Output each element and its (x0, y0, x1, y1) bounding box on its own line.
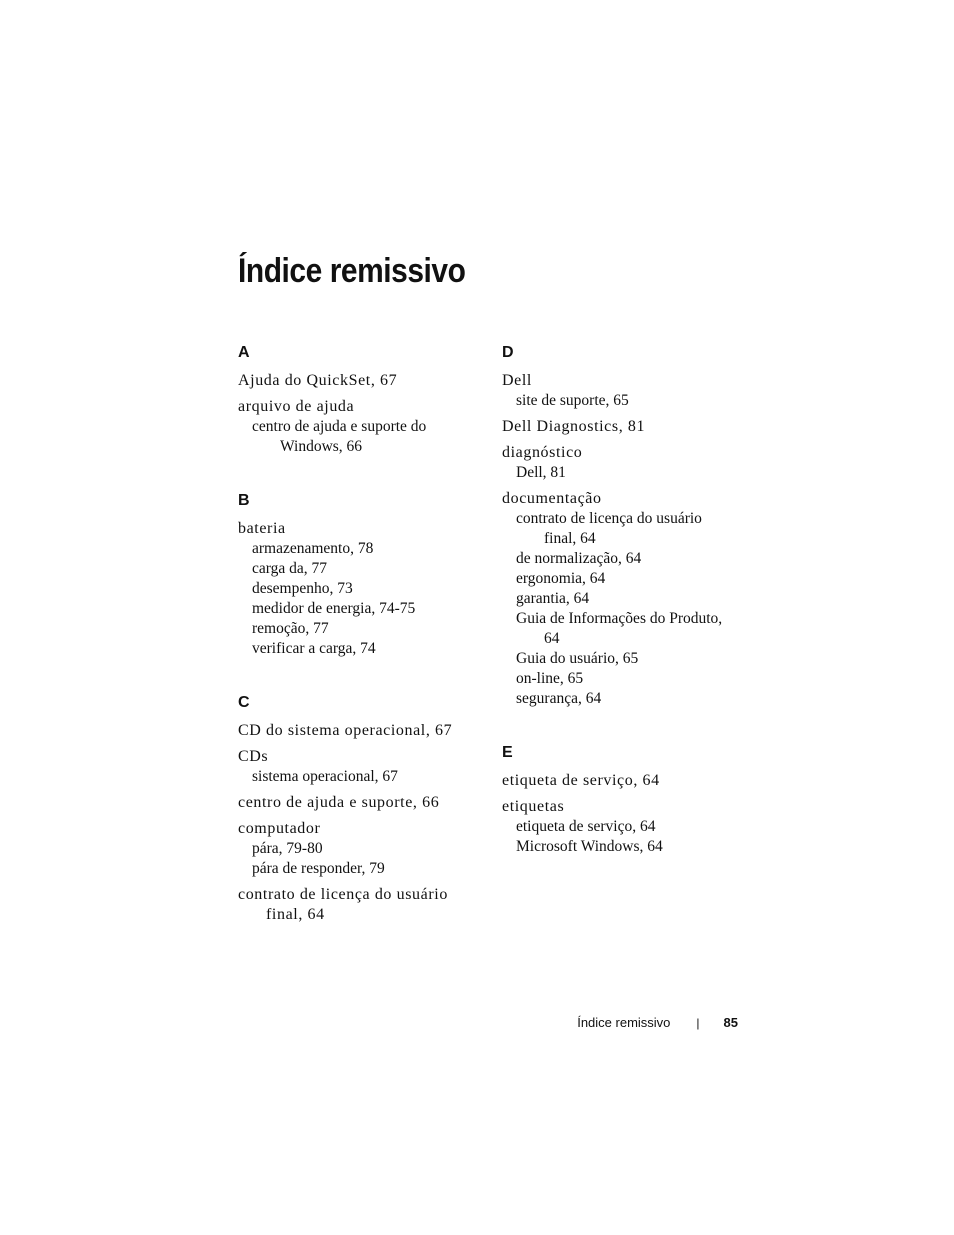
index-subterm: site de suporte, 65 (516, 392, 629, 409)
index-subterm: Dell, 81 (516, 464, 566, 481)
page-title: Índice remissivo (238, 252, 466, 290)
index-term: bateria (238, 520, 286, 537)
index-subterm: centro de ajuda e suporte do Windows, 66 (252, 418, 427, 455)
index-entry (502, 797, 732, 857)
index-subterm: etiqueta de serviço, 64 (516, 818, 656, 835)
index-subterm: armazenamento, 78 (252, 540, 374, 557)
index-entry (502, 443, 732, 483)
index-subterm: sistema operacional, 67 (252, 768, 398, 785)
index-entry (238, 721, 478, 741)
index-section-b (238, 491, 478, 659)
index-subterm: medidor de energia, 74-75 (252, 600, 416, 617)
index-entry (238, 819, 478, 879)
index-entry (238, 793, 478, 813)
index-subterm: ergonomia, 64 (516, 570, 606, 587)
index-subterm: verificar a carga, 74 (252, 640, 376, 657)
index-column-left (238, 343, 478, 959)
section-letter: B (238, 492, 250, 509)
index-term: etiquetas (502, 798, 565, 815)
index-subterm: contrato de licença do usuário final, 64 (516, 510, 702, 547)
footer-label: Índice remissivo (577, 1015, 671, 1030)
index-entry (502, 489, 732, 709)
index-section-a (238, 343, 478, 457)
section-letter: C (238, 694, 250, 711)
index-term: contrato de licença do usuário final, 64 (238, 886, 448, 923)
index-entry (502, 417, 732, 437)
index-term: CD do sistema operacional, 67 (238, 722, 453, 739)
index-term: arquivo de ajuda (238, 398, 355, 415)
index-section-c (238, 693, 478, 925)
index-section-d (502, 343, 732, 709)
index-column-right (502, 343, 732, 891)
index-term: documentação (502, 490, 602, 507)
index-subterm: segurança, 64 (516, 690, 602, 707)
index-entry (238, 885, 478, 925)
index-section-e (502, 743, 732, 857)
index-entry (238, 397, 478, 457)
index-entry (238, 519, 478, 659)
index-subterm: Microsoft Windows, 64 (516, 838, 663, 855)
index-subterm: garantia, 64 (516, 590, 590, 607)
page-number: 85 (723, 1015, 738, 1030)
index-entry (238, 371, 478, 391)
index-subterm: carga da, 77 (252, 560, 328, 577)
index-subterm: remoção, 77 (252, 620, 329, 637)
footer-separator: | (696, 1015, 700, 1030)
index-subterm: desempenho, 73 (252, 580, 353, 597)
index-term: Ajuda do QuickSet, 67 (238, 372, 398, 389)
index-subterm: de normalização, 64 (516, 550, 642, 567)
index-subterm: on-line, 65 (516, 670, 584, 687)
index-term: centro de ajuda e suporte, 66 (238, 794, 440, 811)
index-entry (502, 771, 732, 791)
index-term: diagnóstico (502, 444, 583, 461)
index-subterm: Guia de Informações do Produto, 64 (516, 610, 723, 647)
index-term: Dell Diagnostics, 81 (502, 418, 646, 435)
index-term: etiqueta de serviço, 64 (502, 772, 660, 789)
index-subterm: Guia do usuário, 65 (516, 650, 639, 667)
index-subterm: pára, 79-80 (252, 840, 323, 857)
index-term: CDs (238, 748, 269, 765)
index-term: Dell (502, 372, 532, 389)
section-letter: A (238, 344, 250, 361)
section-letter: E (502, 744, 513, 761)
index-entry (502, 371, 732, 411)
index-term: computador (238, 820, 321, 837)
page-footer (577, 1015, 738, 1030)
section-letter: D (502, 344, 514, 361)
index-subterm: pára de responder, 79 (252, 860, 385, 877)
index-entry (238, 747, 478, 787)
